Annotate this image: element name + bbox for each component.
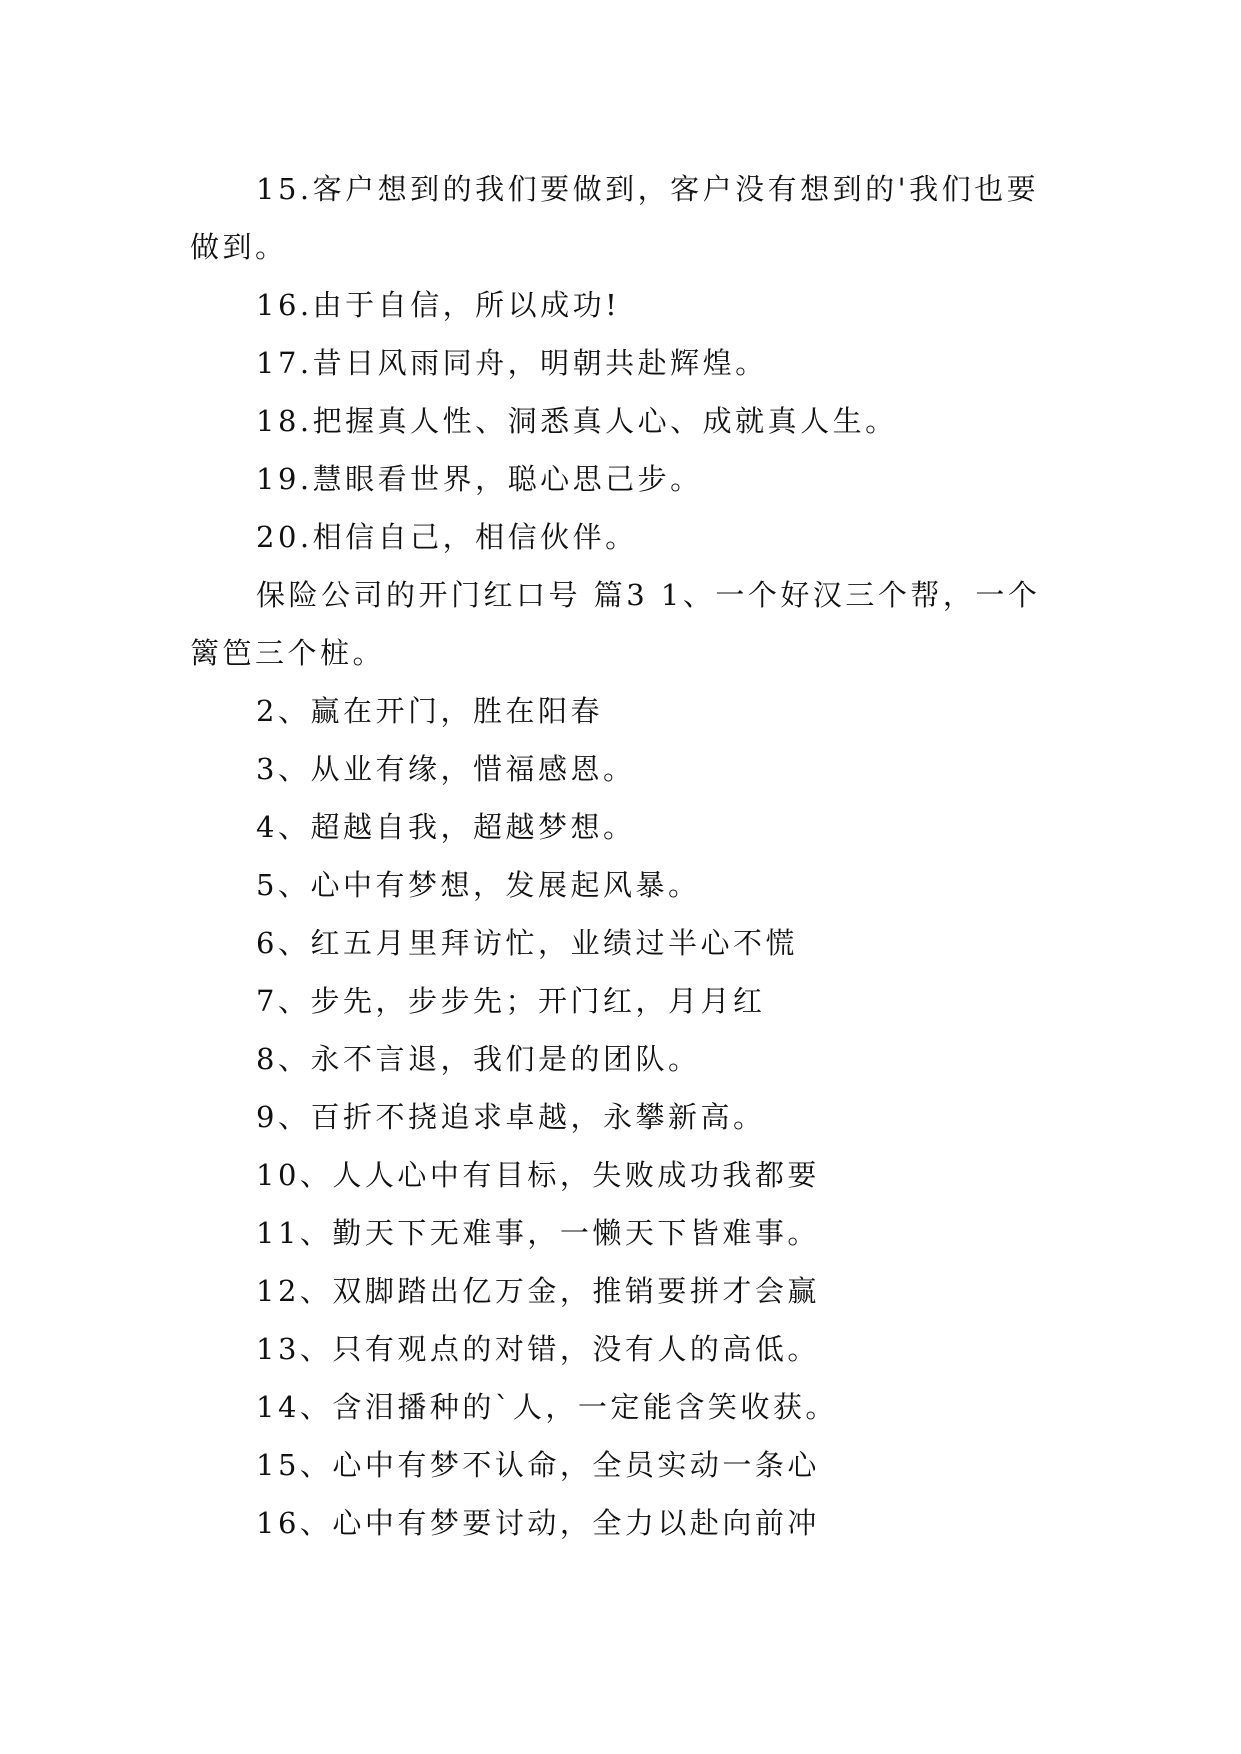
paragraph: 19.慧眼看世界，聪心思己步。 — [256, 462, 703, 496]
paragraph: 13、只有观点的对错，没有人的高低。 — [256, 1332, 820, 1366]
paragraph: 11、勤天下无难事，一懒天下皆难事。 — [256, 1216, 820, 1250]
paragraph: 17.昔日风雨同舟，明朝共赴辉煌。 — [256, 346, 768, 380]
paragraph: 7、步先，步步先；开门红，月月红 — [256, 984, 766, 1018]
paragraph: 8、永不言退，我们是的团队。 — [256, 1042, 701, 1076]
paragraph: 20.相信自己，相信伙伴。 — [256, 520, 638, 554]
paragraph: 18.把握真人性、洞悉真人心、成就真人生。 — [256, 404, 898, 438]
paragraph: 16.由于自信，所以成功! — [256, 288, 621, 322]
paragraph: 3、从业有缘，惜福感恩。 — [256, 752, 636, 786]
paragraph: 15.客户想到的我们要做到，客户没有想到的'我们也要做到。 — [190, 172, 1040, 264]
paragraph: 10、人人心中有目标，失败成功我都要 — [256, 1158, 820, 1192]
paragraph: 4、超越自我，超越梦想。 — [256, 810, 636, 844]
paragraph: 12、双脚踏出亿万金，推销要拼才会赢 — [256, 1274, 820, 1308]
paragraph: 15、心中有梦不认命，全员实动一条心 — [256, 1448, 820, 1482]
paragraph: 16、心中有梦要讨动，全力以赴向前冲 — [256, 1506, 820, 1540]
paragraph: 6、红五月里拜访忙，业绩过半心不慌 — [256, 926, 798, 960]
paragraph: 5、心中有梦想，发展起风暴。 — [256, 868, 701, 902]
section-heading-paragraph: 保险公司的开门红口号 篇3 1、一个好汉三个帮，一个篱笆三个桩。 — [190, 578, 1041, 670]
paragraph: 14、含泪播种的`人，一定能含笑收获。 — [256, 1390, 838, 1424]
paragraph: 9、百折不挠追求卓越，永攀新高。 — [256, 1100, 766, 1134]
document-body — [190, 160, 1050, 1552]
paragraph: 2、赢在开门，胜在阳春 — [256, 694, 603, 728]
